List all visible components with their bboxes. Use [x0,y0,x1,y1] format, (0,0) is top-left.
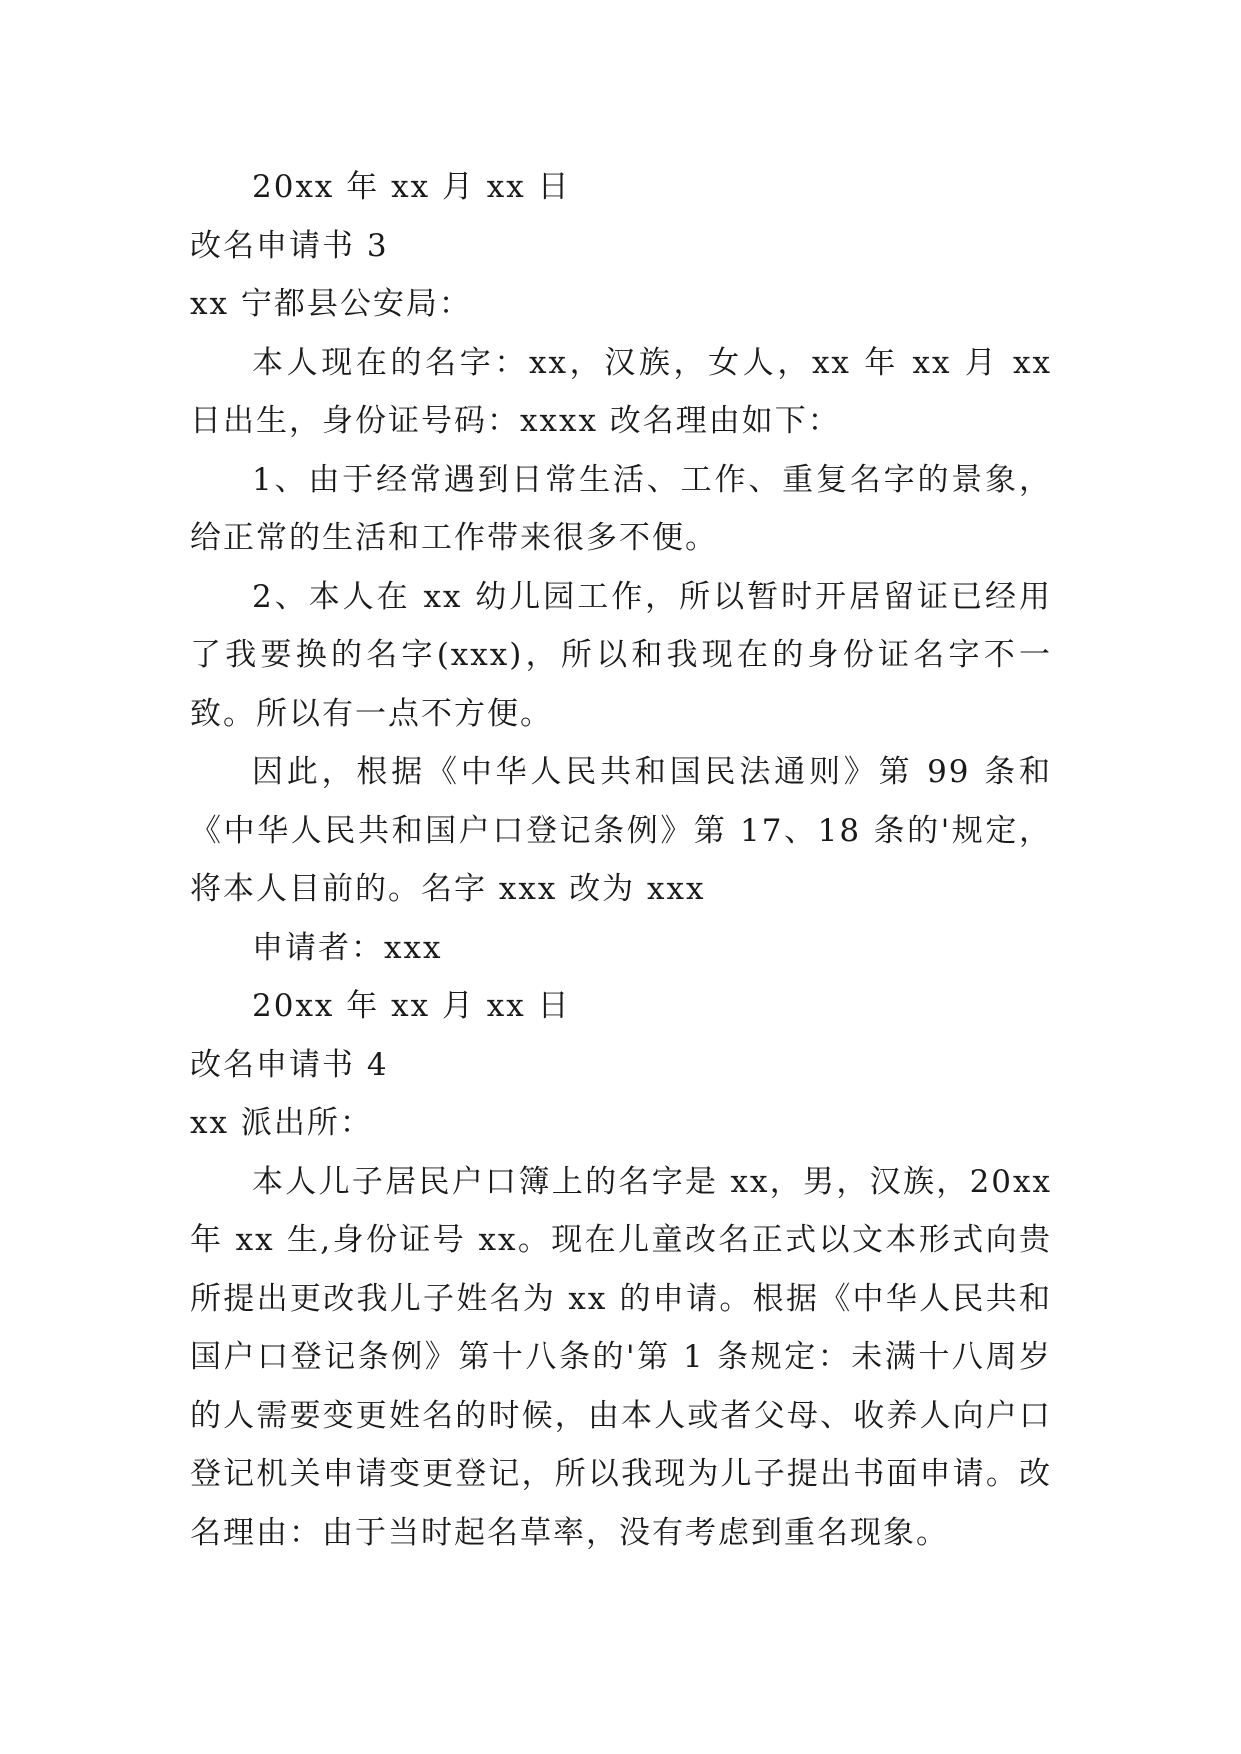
section-3-paragraph-2: 1、由于经常遇到日常生活、工作、重复名字的景象，给正常的生活和工作带来很多不便。 [190,461,1052,556]
section-3-paragraph-4: 因此，根据《中华人民共和国民法通则》第 99 条和《中华人民共和国户口登记条例》第 17、18 条的'规定，将本人目前的。名字 xxx 改为 xxx [190,754,1052,907]
previous-date: 20xx 年 xx 月 xx 日 [252,169,571,205]
section-3-paragraph-3: 2、本人在 xx 幼儿园工作，所以暂时开居留证已经用了我要换的名字(xxx)，所以和我现在的身份证名字不一致。所以有一点不方便。 [190,578,1052,732]
section-4-title: 改名申请书 4 [190,1046,389,1083]
section-3-recipient: xx 宁都县公安局： [190,286,472,322]
section-4-paragraph-1: 本人儿子居民户口簿上的名字是 xx，男，汉族，20xx 年 xx 生,身份证号 xx。现在儿童改名正式以文本形式向贵所提出更改我儿子姓名为 xx 的申请。根据《中华人民共和国户口登记条例》第十八条的'第 1 条规定：未满十八周岁的人需要变更姓名的时候，由本人或者父母、收养人向户口登记机关申请变更登记，所以我现为儿子提出书面申请。改名理由：由于当时起名草率，没有考虑到重名现象。 [190,1163,1052,1551]
section-3-title: 改名申请书 3 [190,227,389,264]
section-3-date: 20xx 年 xx 月 xx 日 [252,988,571,1024]
section-4-recipient: xx 派出所： [190,1105,373,1141]
section-3-paragraph-1: 本人现在的名字：xx，汉族，女人，xx 年 xx 月 xx 日出生，身份证号码：xxxx 改名理由如下： [190,344,1052,439]
document-body [190,158,1052,1562]
section-3-applicant: 申请者：xxx [252,929,443,966]
